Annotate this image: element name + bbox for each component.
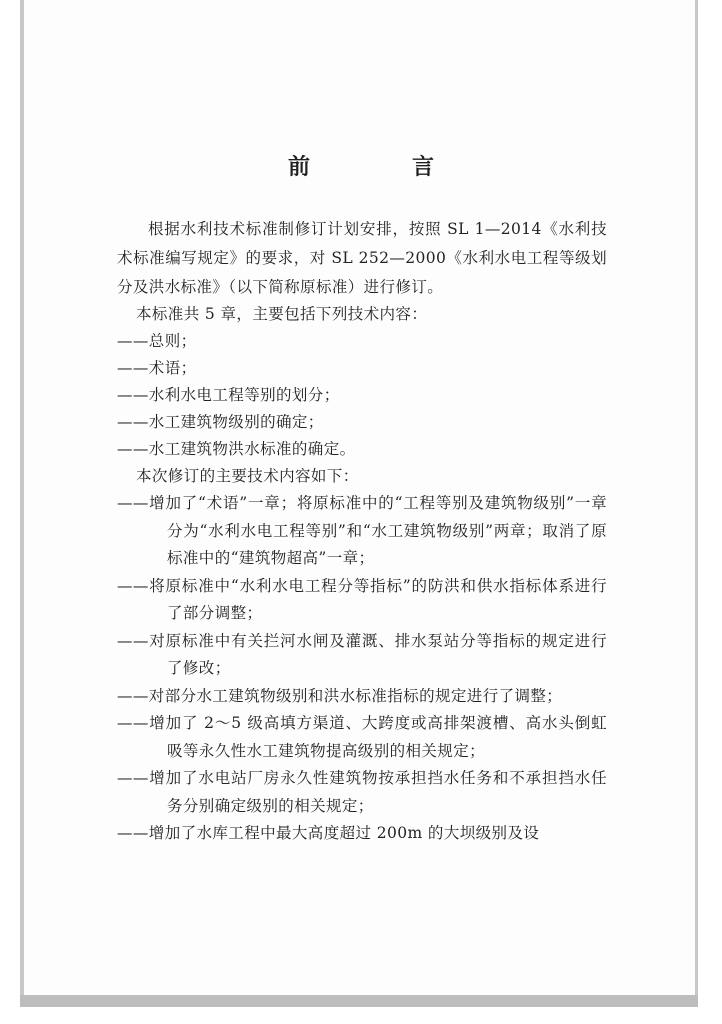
scope-heading: 本标准共 5 章，主要包括下列技术内容： [136, 305, 428, 323]
document-body [117, 215, 607, 847]
scope-item: ——水利水电工程等别的划分； [117, 386, 340, 404]
changes-heading: 本次修订的主要技术内容如下： [136, 467, 359, 485]
change-item: ——将原标准中“水利水电工程分等指标”的防洪和供水指标体系进行了部分调整； [117, 576, 607, 622]
scope-item: ——术语； [117, 359, 197, 377]
change-item: ——增加了 2～5 级高填方渠道、大跨度或高排架渡槽、高水头倒虹吸等永久性水工建筑物提高级别的相关规定； [117, 714, 607, 760]
change-item: ——增加了水库工程中最大高度超过 200m 的大坝级别及设 [117, 824, 540, 842]
change-item: ——对部分水工建筑物级别和洪水标准指标的规定进行了调整； [117, 686, 563, 705]
change-item: ——对原标准中有关拦河水闸及灌溉、排水泵站分等指标的规定进行了修改； [117, 631, 607, 677]
intro-paragraph: 根据水利技术标准制修订计划安排，按照 SL 1—2014《水利技术标准编写规定》的要求，对 SL 252—2000《水利水电工程等级划分及洪水标准》（以下简称原标准）进行修订。 [117, 220, 607, 296]
page-bottom-shadow [20, 995, 698, 1007]
scope-item: ——总则； [117, 332, 197, 350]
change-item: ——增加了“术语”一章；将原标准中的“工程等别及建筑物级别”一章分为“水利水电工程等别”和“水工建筑物级别”两章；取消了原标准中的“建筑物超高”一章； [117, 494, 607, 567]
change-item: ——增加了水电站厂房永久性建筑物按承担挡水任务和不承担挡水任务分别确定级别的相关规定； [117, 769, 607, 815]
scope-item: ——水工建筑物级别的确定； [117, 413, 324, 431]
scope-item: ——水工建筑物洪水标准的确定。 [117, 440, 356, 458]
page-title: 前 言 [287, 155, 474, 180]
